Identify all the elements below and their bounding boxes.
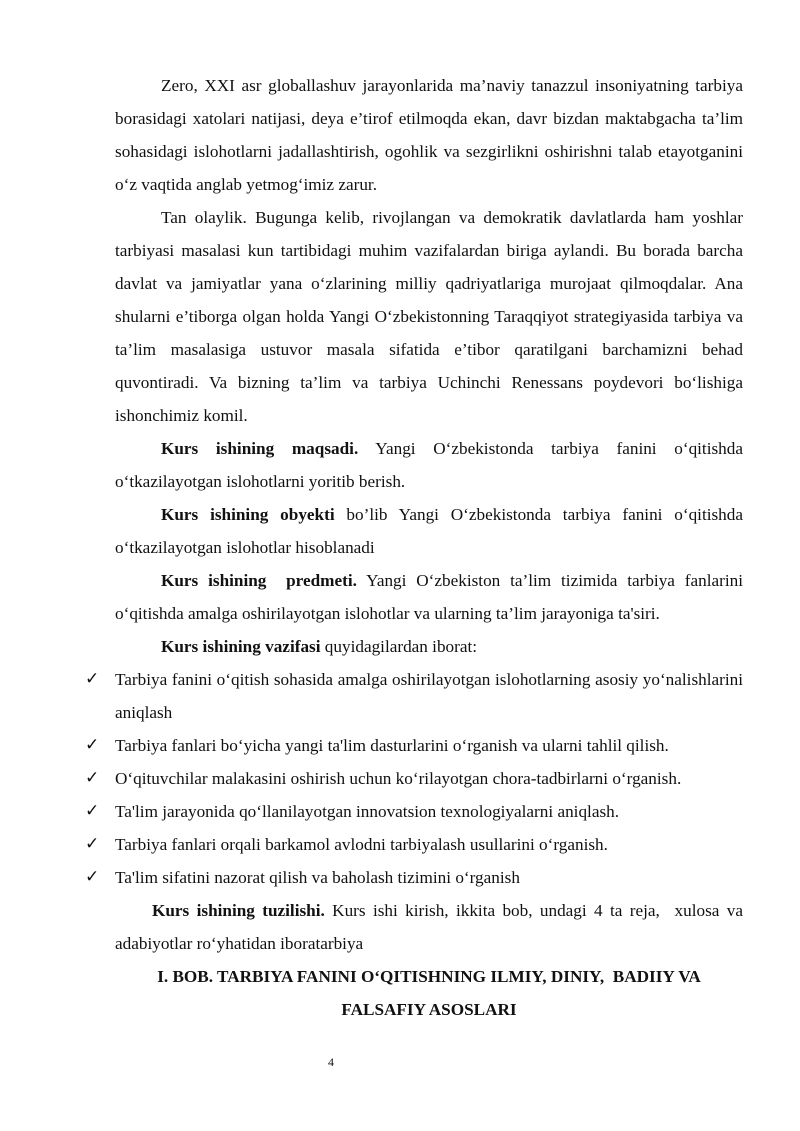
list-item-text: Ta'lim sifatini nazorat qilish va baholash tizimini o‘rganish — [115, 868, 520, 887]
list-item-text: Tarbiya fanlari orqali barkamol avlodni tarbiyalash usullarini o‘rganish. — [115, 835, 608, 854]
page-number: 4 — [328, 1055, 334, 1069]
subject-text: Yangi O‘zbekiston ta’lim tizimida tarbiya fanlarini o‘qitishda amalga oshirilayotgan islohotlar va ularning ta’lim jarayoniga ta'siri. — [115, 571, 743, 623]
list-item — [85, 828, 743, 861]
object-paragraph — [115, 498, 743, 564]
list-item — [85, 861, 743, 894]
list-item — [85, 663, 743, 729]
object-label: Kurs ishining obyekti — [161, 505, 335, 524]
structure-label: Kurs ishining tuzilishi. — [152, 901, 325, 920]
list-item — [85, 729, 743, 762]
intro-paragraph-2: Tan olaylik. Bugunga kelib, rivojlangan va demokratik davlatlarda ham yoshlar tarbiyasi masalasi kun tartibidagi muhim vazifalardan biriga aylandi. Bu borada barcha davlat va jamiyatlar yana o‘zlarining milliy qadriyatlariga murojaat qilmoqdalar. Ana shularni e’tiborga olgan holda Yangi O‘zbekistonning Taraqqiyot strategiyasida tarbiya va ta’lim masalasiga ustuvor masala sifatida e’tibor qaratilgani barchamizni behad quvontiradi. Va bizning ta’lim va tarbiya Uchinchi Renessans poydevori bo‘lishiga ishonchimiz komil. — [115, 208, 743, 425]
list-item-text: Ta'lim jarayonida qo‘llanilayotgan innovatsion texnologiyalarni aniqlash. — [115, 802, 620, 821]
tasks-paragraph — [115, 630, 743, 663]
chapter-heading-line-2: FALSAFIY ASOSLARI — [341, 1000, 517, 1019]
checkmark-icon: ✓ — [85, 834, 100, 854]
subject-label: Kurs ishining predmeti. — [161, 571, 357, 590]
tasks-list — [85, 663, 743, 894]
goal-paragraph — [115, 432, 743, 498]
list-item — [85, 795, 743, 828]
checkmark-icon: ✓ — [85, 867, 100, 887]
structure-paragraph — [115, 894, 748, 960]
structure-text: Kurs ishi kirish, ikkita bob, undagi 4 ta reja, xulosa va adabiyotlar ro‘yhatidan iboratarbiya — [115, 901, 748, 953]
tasks-label: Kurs ishining vazifasi — [161, 637, 321, 656]
checkmark-icon: ✓ — [85, 669, 100, 689]
document-page — [85, 69, 748, 1026]
list-item — [85, 762, 743, 795]
checkmark-icon: ✓ — [85, 768, 100, 788]
list-item-text: Tarbiya fanini o‘qitish sohasida amalga oshirilayotgan islohotlarning asosiy yo‘nalishlarini aniqlash — [115, 670, 743, 722]
list-item-text: O‘qituvchilar malakasini oshirish uchun ko‘rilayotgan chora-tadbirlarni o‘rganish. — [115, 769, 682, 788]
goal-label: Kurs ishining maqsadi. — [161, 439, 359, 458]
chapter-heading — [103, 960, 755, 1026]
list-item-text: Tarbiya fanlari bo‘yicha yangi ta'lim dasturlarini o‘rganish va ularni tahlil qilish. — [115, 736, 669, 755]
subject-paragraph — [115, 564, 743, 630]
intro-paragraph-1: Zero, XXI asr globallashuv jarayonlarida ma’naviy tanazzul insoniyatning tarbiya borasidagi xatolari natijasi, deya e’tirof etilmoqda ekan, davr bizdan maktabgacha ta’lim sohasidagi islohotlarni jadallashtirish, ogohlik va sezgirlikni oshirishni talab etayotganini o‘z vaqtida anglab yetmog‘imiz zarur. — [115, 76, 743, 194]
object-text: bo’lib Yangi O‘zbekistonda tarbiya fanini o‘qitishda o‘tkazilayotgan islohotlar hisoblanadi — [115, 505, 743, 557]
goal-text: Yangi O‘zbekistonda tarbiya fanini o‘qitishda o‘tkazilayotgan islohotlarni yoritib berish. — [115, 439, 743, 491]
tasks-text: quyidagilardan iborat: — [320, 637, 478, 656]
checkmark-icon: ✓ — [85, 801, 100, 821]
chapter-heading-line-1: I. BOB. TARBIYA FANINI O‘QITISHNING ILMIY, DINIY, BADIIY VA — [157, 967, 701, 986]
checkmark-icon: ✓ — [85, 735, 100, 755]
